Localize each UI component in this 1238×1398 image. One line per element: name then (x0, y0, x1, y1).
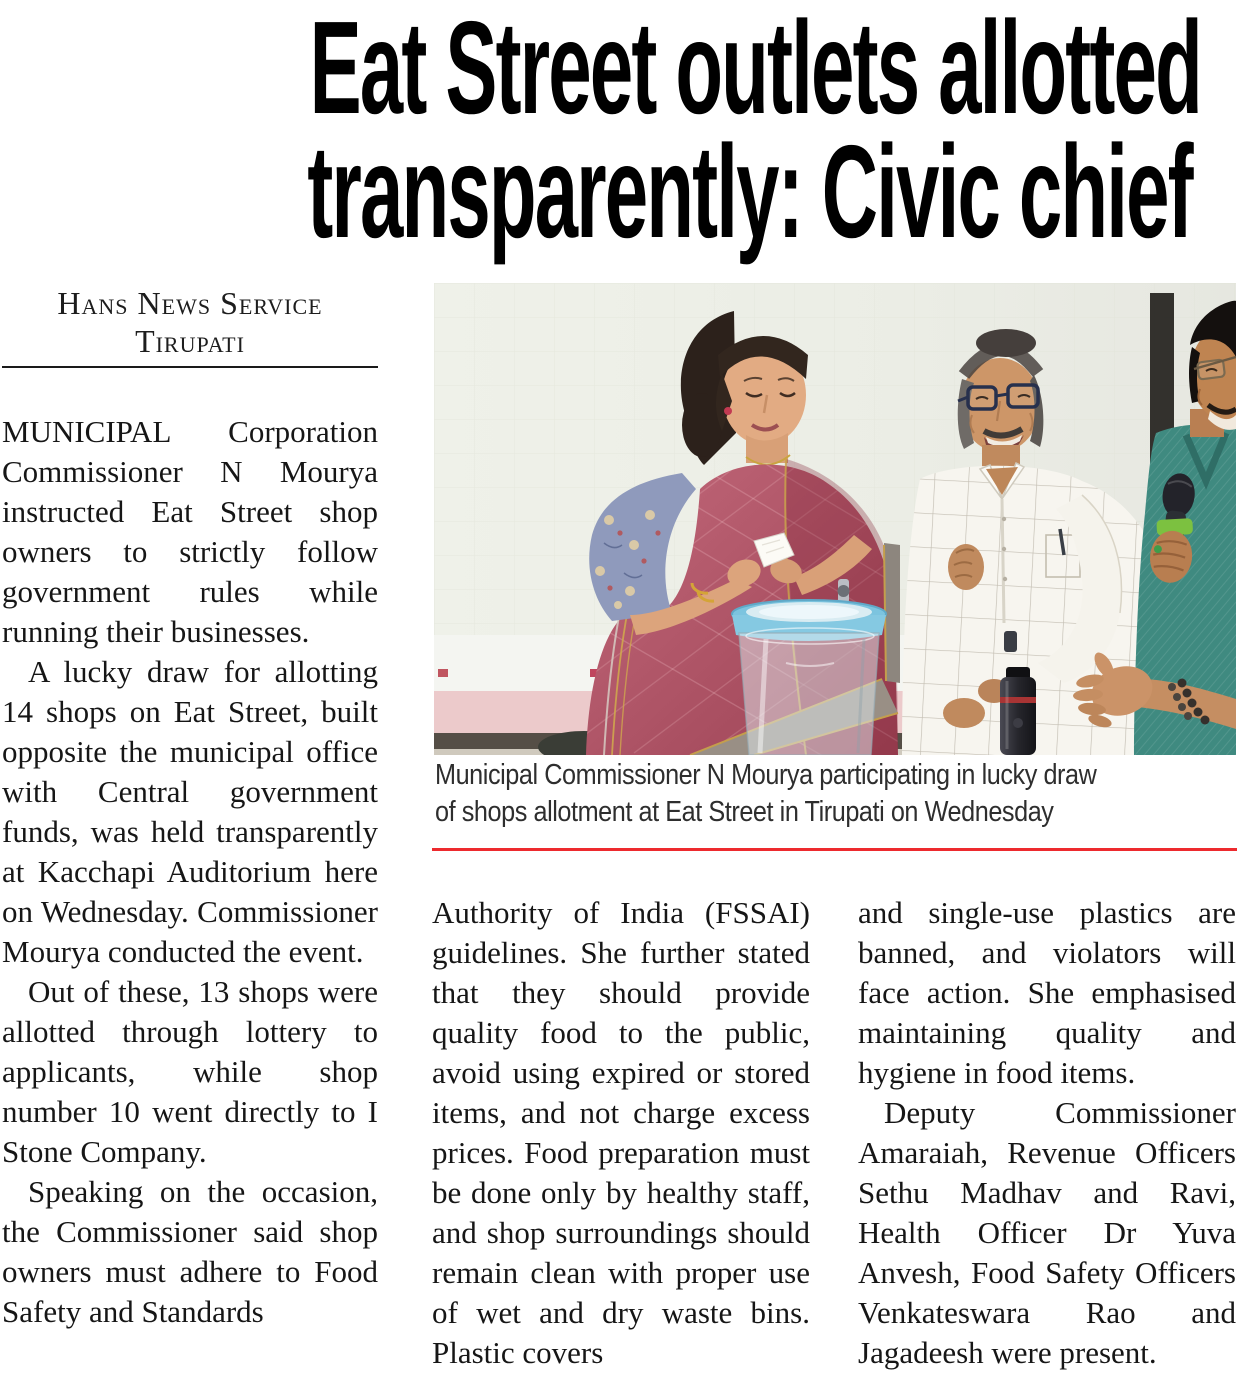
paragraph: Authority of India (FSSAI) guidelines. She further stated that they should provide quality food to the public, avoid using expired or stored items, and not charge excess prices. Food preparation must be done only by healthy staff, and shop surroundings should remain clean with proper use of wet and dry waste bins. Plastic covers (432, 895, 810, 1370)
paragraph: MUNICIPAL Corporation Commissioner N Mourya instructed Eat Street shop owners to strictly follow government rules while running their businesses. (2, 414, 378, 649)
paragraph: Out of these, 13 shops were allotted through lottery to applicants, while shop number 10 went directly to I Stone Company. (2, 974, 378, 1169)
headline-text-2: transparently: Civic chief (307, 118, 1192, 265)
flask (1000, 667, 1036, 755)
caption-line-1: Municipal Commissioner N Mourya participating in lucky draw (435, 759, 1097, 791)
photo-caption (435, 757, 1236, 831)
byline-agency: Hans News Service (57, 285, 323, 321)
headline-text-1: Eat Street outlets allotted (309, 0, 1201, 141)
byline-rule (2, 366, 378, 368)
headline-line-1 (0, 0, 1238, 141)
paragraph: Speaking on the occasion, the Commissioner said shop owners must adhere to Food Safety and Standards (2, 1174, 378, 1329)
news-photo (434, 283, 1236, 755)
right-column (858, 893, 1236, 1398)
paragraph: and single-use plastics are banned, and violators will face action. She emphasised maintaining quality and hygiene in food items. (858, 895, 1236, 1090)
photo-illustration (434, 283, 1236, 755)
headline-line-2 (0, 118, 1238, 265)
paragraph: A lucky draw for allotting 14 shops on Eat Street, built opposite the municipal office with Central government funds, was held transparently at Kacchapi Auditorium here on Wednesday. Commissioner Mourya conducted the event. (2, 654, 378, 969)
left-column-body (2, 412, 378, 1332)
article-headline (0, 0, 1238, 265)
caption-line-2: of shops allotment at Eat Street in Tirupati on Wednesday (435, 796, 1054, 828)
lottery-draw-container (732, 600, 886, 755)
paragraph: Deputy Commissioner Amaraiah, Revenue Officers Sethu Madhav and Ravi, Health Officer Dr Yuva Anvesh, Food Safety Officers Venkateswara Rao and Jagadeesh were present. (858, 1095, 1236, 1370)
middle-column (432, 893, 810, 1398)
byline-location: Tirupati (135, 323, 245, 359)
byline (2, 284, 378, 360)
caption-divider-rule (432, 848, 1237, 851)
left-column (2, 284, 378, 1396)
